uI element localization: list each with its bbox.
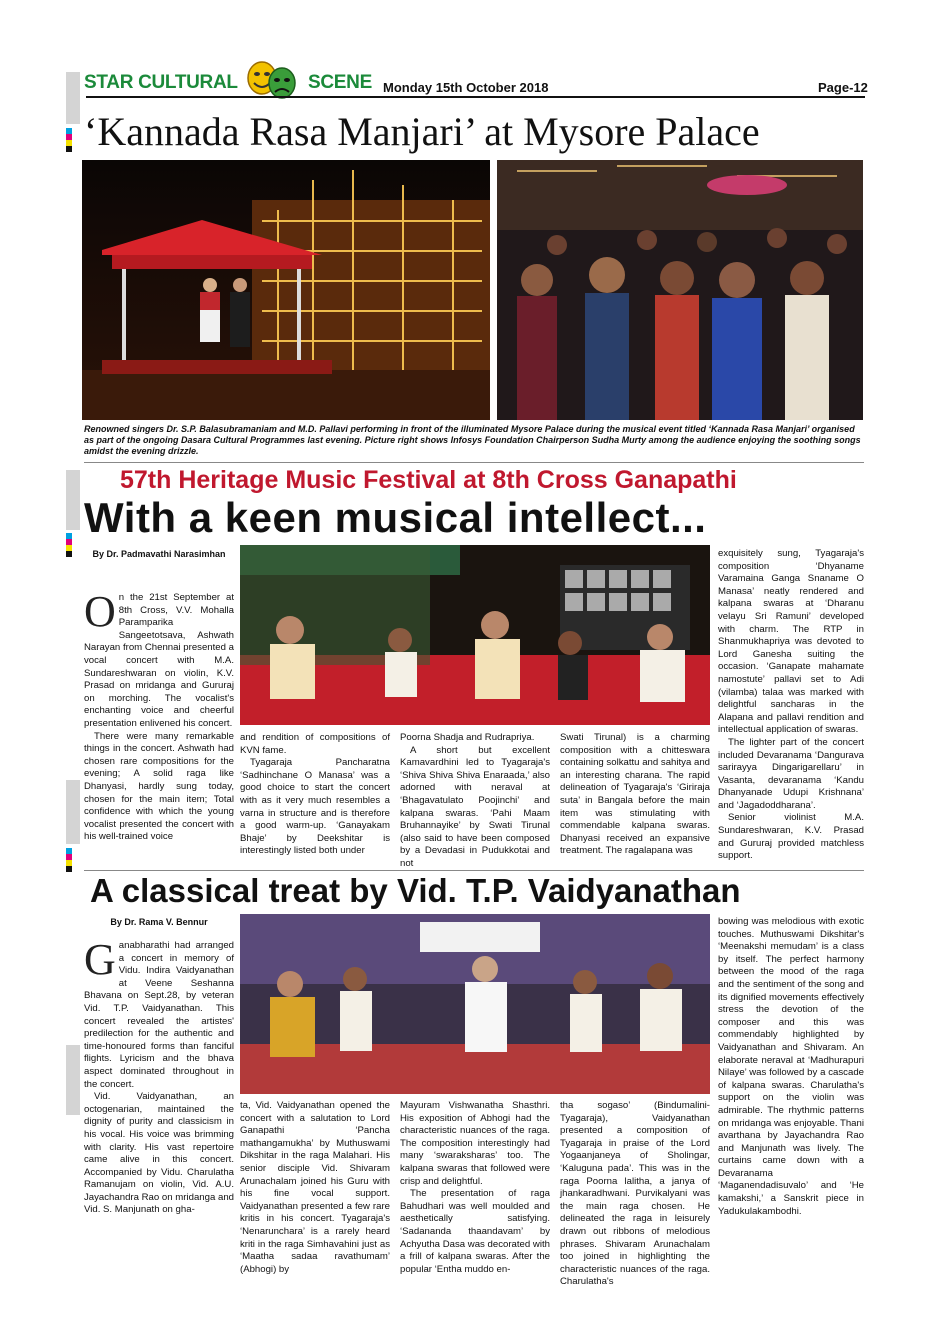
story2-col4-text: Swati Tirunal) is a charming composition with a chitteswara containing solkattu and sahitya and an interesting charana. The rapid delineation of Tyagaraja's ‘Giriraja suta’ in Bangala before the main item was stimulating with commendable kalpana swaras. Dhanyasi received an expansive treatment. The ragalapana was: [560, 732, 710, 857]
page-number: Page-12: [818, 80, 868, 95]
story1-caption: Renowned singers Dr. S.P. Balasubramaniam and M.D. Pallavi performing in front of the illuminated Mysore Palace during the musical event titled ‘Kannada Rasa Manjari’ organised as part of the ongoing Dasara Cultural Programmes last evening. Picture right shows Infosys Foundation Chairperson Sudha Murty among the audience enjoying the soothing songs amidst the evening drizzle.: [84, 424, 861, 456]
story2-col1b-text: There were many remarkable things in the concert. Ashwath had chosen rare compositions for the evening; A solid raga like Dhanyasi, hardly sung today, chosen for the main item; Total confidence with which the young vocalist presented the concert with his well-trained voice: [84, 730, 234, 843]
story2-column-5: [718, 548, 864, 863]
margin-bar: [66, 72, 80, 124]
story3-column-2: [240, 1100, 390, 1276]
story2-col5-text: exquisitely sung, Tyagaraja's composition ‘Dhyaname Varamaina Ganga Snaname O Manasa’ neatly rendered and kalpana swaras at ‘Dharanu velayu Sri Ramuni’ developed with charm. The RTP in Shanmukhapriya was devoted to Lord Ganesha suiting the occasion. ‘Ganapate mahamate namostute’ pallavi set to Adi (vilamba) talaa was marked with delightful sancharas in the Alapana and pallavi rendition and intellectual application of swaras.: [718, 548, 864, 736]
margin-bar: [66, 470, 80, 530]
story3-col3b-text: The presentation of raga Bahudhari was well moulded and aesthetically satisfying. ‘Sadananda thaandavam’ by Achyutha Dasa was decorated with a frill of kalpana swaras. After the popular ‘Entha muddo en-: [400, 1188, 550, 1275]
story3-column-4: [560, 1100, 710, 1289]
section-divider: [84, 462, 864, 463]
story3-col1-text: anabharathi had arranged a concert in memory of Vidu. Indira Vaidyanathan at Veene Seshanna Bhavana on Sept.28, by veteran Vid. T.P. Vaidyanathan. This concert revealed the artistes' predilection for the authentic and time-honoured forms than fanciful flights. Lyricism and the bhava aspect dominated throughout in the concert.: [84, 940, 234, 1090]
vaidyanathan-concert-photo: [240, 914, 710, 1094]
margin-bar: [66, 1045, 80, 1115]
masthead-left: STAR CULTURAL: [84, 72, 238, 93]
story2-column-2: [240, 732, 390, 858]
story3-column-3: [400, 1100, 550, 1276]
story3-col2-text: ta, Vid. Vaidyanathan opened the concert with a salutation to Lord Ganapathi ‘Pancha mathangamukha’ by Muthuswami Dikshitar in the raga Malahari. His senior disciple Vid. Shivaram Arunachalam joined his Guru with his fine vocal support. Vaidyanathan presented a few rare kritis in his concert. Tyagaraja's ‘Nenarunchara’ is a rarely heard kriti in the raga Simhavahini just as ‘Maatha sadaa ravathumam’ (Abhogi) by: [240, 1100, 390, 1275]
margin-bar: [66, 780, 80, 844]
story2-col1-text: n the 21st September at 8th Cross, V.V. Mohalla Paramparika Sangeetotsava, Ashwath Narayan from Chennai presented a vocal concert with M.A. Sundareshwaran on violin, K.V. Prasad on mridanga and Gururaj on morching. The vocalist's enchanting voice and cheerful presentation enlivened his concert.: [84, 592, 234, 729]
dropcap: G: [84, 935, 116, 984]
header-rule: [86, 96, 865, 98]
story3-headline: A classical treat by Vid. T.P. Vaidyanathan: [90, 872, 741, 909]
story3-col5-text: bowing was melodious with exotic touches. Muthuswami Dikshitar's ‘Meenakshi memudam’ is a class by itself. The perfect harmony between the mood of the raga and the sentiment of the song and its dignified movements effectively stress the devotion of the composer and this was commendably highlighted by Vaidyanathan and Shivaram. An elaborate neraval at ‘Madhurapuri Nilaye’ was followed by a cascade of kalpana swaras. Charulatha's support on the violin was admirable. The rhythmic patterns on mridanga was enjoyable. Thani avarthana by Jayachandra Rao and Manjunath was lively. The curtains came down with a Devaranama ‘Maganendadisuvalo’ and ‘He kamakshi,’ a Sanskrit piece in Yadukulakambodhi.: [718, 916, 864, 1217]
palace-concert-photo: [82, 160, 490, 420]
story2-byline: By Dr. Padmavathi Narasimhan: [92, 549, 226, 559]
story3-byline: By Dr. Rama V. Bennur: [110, 917, 208, 927]
story2-col5b-text: The lighter part of the concert included Devaranama ‘Dangurava sarirayya Dingarigarellaru’ in Vasanta, devaranama ‘Kandu Dhanyanade Udupi Krishnana’ and ‘Jagadoddharana’.: [718, 736, 864, 811]
story3-col3-text: Mayuram Vishwanatha Shasthri. His exposition of Abhogi had the characteristic nuances of the raga. The composition interestingly had many ‘swaraksharas’ too. The kalpana swaras that followed were crisp and delightful.: [400, 1100, 550, 1187]
story2-column-1: [84, 587, 234, 844]
story2-kicker: 57th Heritage Music Festival at 8th Cross Ganapathi: [120, 466, 737, 494]
color-registration-strip: [66, 533, 72, 557]
story3-column-1: [84, 935, 234, 1217]
color-registration-strip: [66, 848, 72, 872]
story2-col2-text: and rendition of compositions of KVN fame.: [240, 732, 390, 756]
issue-date: Monday 15th October 2018: [383, 80, 549, 95]
story3-col1b-text: Vid. Vaidyanathan, an octogenarian, maintained the dignity of purity and classicism in his vocal. His voice was brimming with clarity. His vast repertoire came alive in this concert. Accompanied by Vidu. Charulatha Ramanujam on violin, Vid. A.U. Jayachandra Rao on mridanga and Vid. S. Manjunath on gha-: [84, 1091, 234, 1216]
story2-headline: With a keen musical intellect...: [84, 494, 707, 541]
story2-column-4: [560, 732, 710, 858]
color-registration-strip: [66, 128, 72, 152]
story2-col3-text: Poorna Shadja and Rudrapriya.: [400, 732, 535, 743]
story2-column-3: [400, 732, 550, 871]
dropcap: O: [84, 587, 116, 636]
story2-col2b-text: Tyagaraja Pancharatna ‘Sadhinchane O Manasa’ was a good choice to start the concert with as it very much resembles a varna in structure and is therefore a good warm-up. ‘Ganayakam Bhaje’ by Deekshitar is interestingly listed both under: [240, 757, 390, 857]
concert-stage-photo: [240, 545, 710, 725]
story3-column-5: [718, 916, 864, 1218]
story2-col3b-text: A short but excellent Kamavardhini led to Tyagaraja's ‘Shiva Shiva Shiva Enaraada,’ also adorned with neraval at ‘Bhagavatulato Poojinchi’ and kalpana swaras. ‘Pahi Maam Bruhannayike’ by Swati Tirunal (also said to have been composed by a Devadasi in Pudukkotai and not: [400, 744, 550, 869]
masthead-right: SCENE: [308, 72, 372, 93]
story2-col5c-text: Senior violinist M.A. Sundareshwaran, K.V. Prasad and Gururaj provided matchless support.: [718, 812, 864, 862]
audience-photo: [497, 160, 863, 420]
story1-headline: ‘Kannada Rasa Manjari’ at Mysore Palace: [84, 109, 760, 154]
section-divider: [84, 870, 864, 871]
story3-col4-text: tha sogaso’ (Bindumalini-Tyagaraja), Vaidyanathan presented a composition of Tyagaraja in praise of the Lord Yogaanjaneya of Sholingar, ‘Kaluguna pada’. This was in the raga Poorna lalitha, a janya of jhankaradhwani. Purvikalyani was the main raga chosen. He delineated the raga in leisurely drawn out ribbons of melodious phrases. Shivaram Arunachalam too joined in highlighting the characteristic nuances of the raga. Charulatha's: [560, 1100, 710, 1288]
